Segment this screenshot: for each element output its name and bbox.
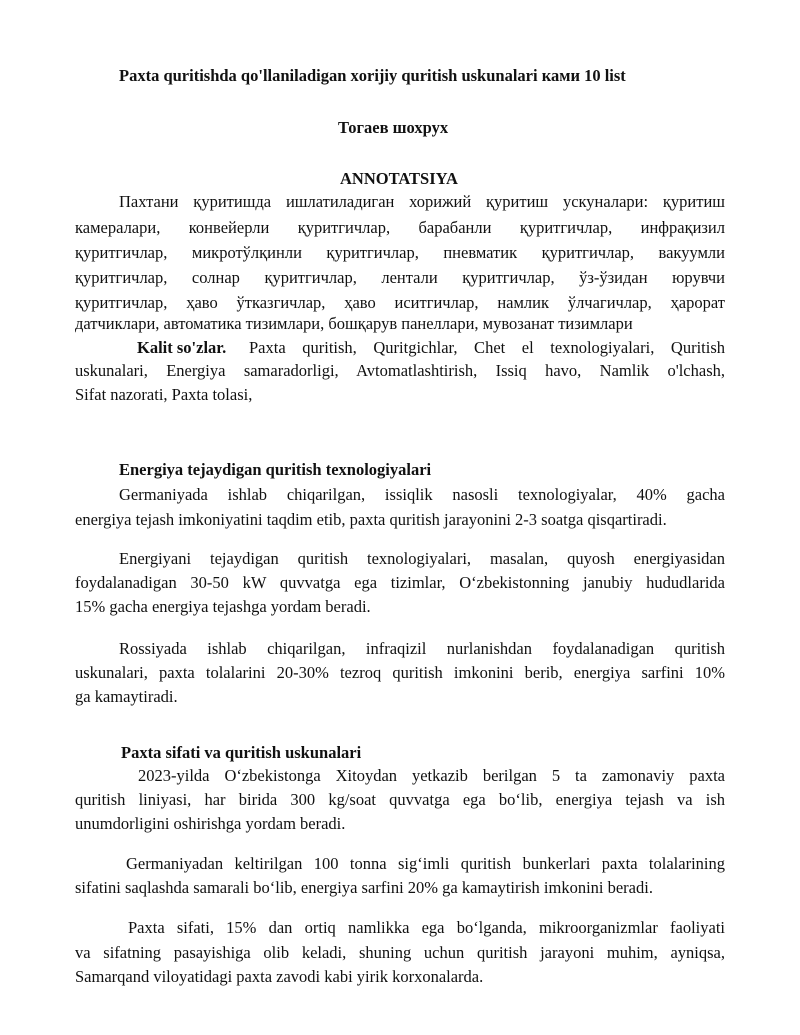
paragraph-line: Rossiyada ishlab chiqarilgan, infraqizil nurlanishdan foydalanadigan quritish	[119, 639, 725, 658]
paragraph-line: 2023-yilda O‘zbekistonga Xitoydan yetkazib berilgan 5 ta zamonaviy paxta	[138, 766, 725, 785]
paragraph-line: energiya tejash imkoniyatini taqdim etib, paxta quritish jarayonini 2-3 soatga qisqartiradi.	[75, 510, 667, 529]
paragraph-line: unumdorligini oshirishga yordam beradi.	[75, 814, 346, 833]
paragraph-line: uskunalari, paxta tolalarini 20-30% tezroq quritish imkonini berib, energiya sarfini 10%	[75, 663, 725, 682]
paragraph-line: sifatini saqlashda samarali bo‘lib, energiya sarfini 20% ga kamaytirish imkonini beradi.	[75, 878, 653, 897]
paragraph-line: 15% gacha energiya tejashga yordam beradi.	[75, 597, 371, 616]
abstract-line: қуритгичлар, солнар қуритгичлар, лентали қуритгичлар, ўз-ўзидан юрувчи	[75, 268, 725, 287]
paragraph-line: Germaniyada ishlab chiqarilgan, issiqlik nasosli texnologiyalar, 40% gacha	[119, 485, 725, 504]
abstract-line: қуритгичлар, ҳаво ўтказгичлар, ҳаво иситгичлар, намлик ўлчагичлар, ҳарорат	[75, 293, 725, 312]
keywords-label: Kalit so'zlar.	[137, 338, 227, 357]
keywords-line: Paxta quritish, Quritgichlar, Chet el texnologiyalari, Quritish	[249, 338, 725, 357]
paragraph-line: Samarqand viloyatidagi paxta zavodi kabi yirik korxonalarda.	[75, 967, 484, 986]
paragraph-line: quritish liniyasi, har birida 300 kg/soat quvvatga ega bo‘lib, energiya tejash va ish	[75, 790, 725, 809]
abstract-line: қуритгичлар, микротўлқинли қуритгичлар, пневматик қуритгичлар, вакуумли	[75, 243, 725, 262]
paragraph-line: Energiyani tejaydigan quritish texnologiyalari, masalan, quyosh energiyasidan	[119, 549, 725, 568]
keywords-line: uskunalari, Energiya samaradorligi, Avtomatlashtirish, Issiq havo, Namlik o'lchash,	[75, 361, 725, 380]
paragraph-line: Germaniyadan keltirilgan 100 tonna sig‘imli quritish bunkerlari paxta tolalarining	[126, 854, 725, 873]
paragraph-line: va sifatning pasayishiga olib keladi, shuning uchun quritish jarayoni muhim, ayniqsa,	[75, 943, 725, 962]
paragraph-line: ga kamaytiradi.	[75, 687, 178, 706]
abstract-line: Пахтани қуритишда ишлатиладиган хорижий қуритиш ускуналари: қуритиш	[119, 192, 725, 211]
abstract-line: камералари, конвейерли қуритгичлар, барабанли қуритгичлар, инфрақизил	[75, 218, 725, 237]
section-heading: Energiya tejaydigan quritish texnologiyalari	[119, 460, 432, 479]
paragraph-line: Paxta sifati, 15% dan ortiq namlikka ega bo‘lganda, mikroorganizmlar faoliyati	[128, 918, 725, 937]
section-heading: Paxta sifati va quritish uskunalari	[121, 743, 362, 762]
abstract-line: датчиклари, автоматика тизимлари, бошқарув панеллари, мувозанат тизимлари	[75, 314, 633, 333]
abstract-heading: ANNOTATSIYA	[340, 169, 458, 188]
paragraph-line: foydalanadigan 30-50 kW quvvatga ega tizimlar, O‘zbekistonning janubiy hududlarida	[75, 573, 725, 592]
document-author: Тогаев шохрух	[338, 118, 449, 137]
keywords-line: Sifat nazorati, Paxta tolasi,	[75, 385, 253, 404]
document-title: Paxta quritishda qo'llaniladigan xorijiy quritish uskunalari ками 10 list	[119, 66, 626, 85]
